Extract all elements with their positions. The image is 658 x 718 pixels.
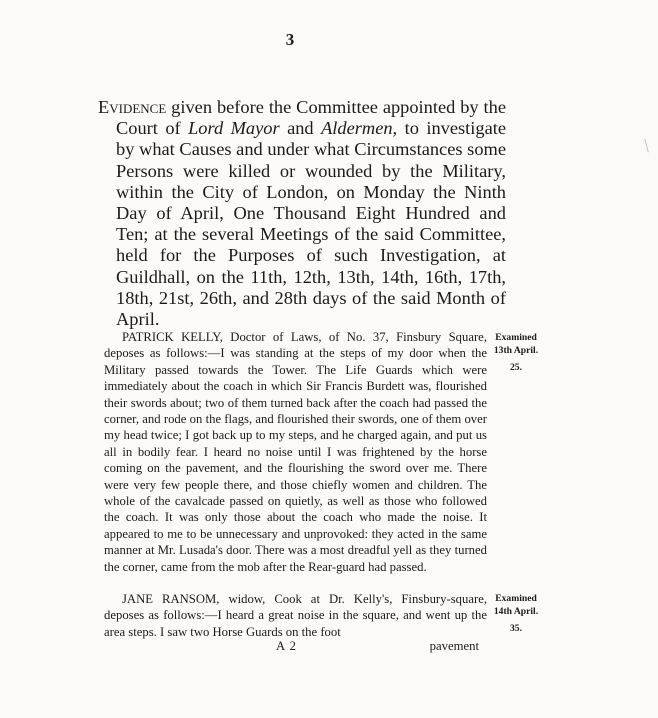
title-italic-lord-mayor: Lord Mayor xyxy=(188,118,280,139)
title-part3: to investigate by what Causes and under what Circumstances some Persons were killed or wounded by the Military, within the City of London, on Monday the Ninth Day of April, One Thousand Eight Hundred and Ten; at the several Meetings of the said Committee, held for the Purposes of such Investigation, at Guildhall, on the 11th, 12th, 13th, 14th, 16th, 17th, 18th, 21st, 26th, and 28th days of the said Month of April. xyxy=(116,118,507,330)
title-part1: given before the Committee appointed by the Court of xyxy=(116,97,506,139)
deponent-name: PATRICK KELLY, xyxy=(122,330,223,344)
deposition-ransom xyxy=(104,591,487,640)
signature-mark: A 2 xyxy=(276,639,297,653)
margin-number: 25. xyxy=(510,362,522,373)
margin-note-ransom xyxy=(490,592,542,635)
title-part2: and xyxy=(279,118,322,139)
page-footer xyxy=(104,639,487,655)
title-italic-aldermen: Aldermen, xyxy=(321,118,398,139)
margin-examined: Examined xyxy=(495,593,537,604)
margin-note-kelly xyxy=(490,331,542,374)
deposition-kelly xyxy=(104,329,487,575)
margin-date: 13th April. xyxy=(493,345,539,356)
margin-examined: Examined xyxy=(495,332,537,343)
margin-number: 35. xyxy=(510,623,522,634)
deponent-name: JANE RANSOM, xyxy=(122,592,220,606)
document-title xyxy=(98,97,506,330)
catchword: pavement xyxy=(429,639,479,653)
page-number: 3 xyxy=(285,30,295,49)
deposition-text: widow, Cook at Dr. Kelly's, Finsbury-square, deposes as follows:—I heard a great noise in the square, and went up the area steps. I saw two Horse Guards on the foot xyxy=(104,592,487,639)
paper-mark xyxy=(644,138,652,153)
title-lead: Evidence xyxy=(98,97,167,117)
deposition-text: Doctor of Laws, of No. 37, Finsbury Square, deposes as follows:—I was standing at the steps of my door when the Military passed towards the Tower. The Life Guards which were immediately about the coach in which Sir Francis Burdett was, flourished their swords about; two of them turned back after the coach had passed the corner, and rode on the flags, and flourished their swords, one of them over my head twice; I got back up to my steps, and he charged again, and put us all in bodily fear. I heard no noise until I was frightened by the horse coming on the pavement, and the flourishing the sword over me. There were very few people there, and those chiefly women and children. The whole of the cavalcade passed on quietly, as well as those who followed the coach. It was only those about the coach who made the noise. It appeared to me to be unnecessary and unprovoked: they acted in the same manner at Mr. Lusada's door. There was a most dreadful yell as they turned the corner, came from the mob after the Rear-guard had passed. xyxy=(104,330,487,574)
margin-date: 14th April. xyxy=(493,606,539,617)
